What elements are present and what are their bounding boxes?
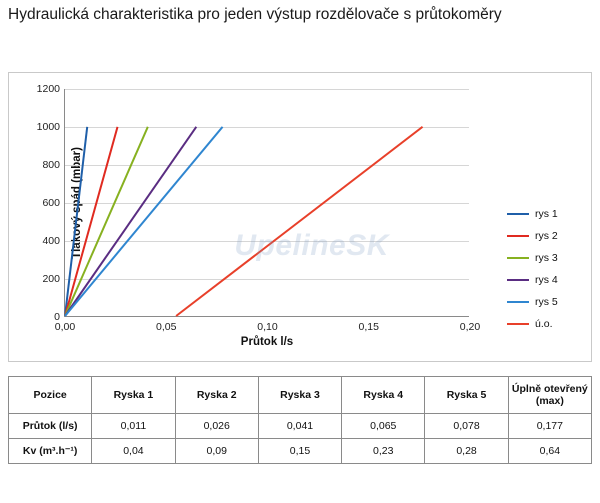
legend-item xyxy=(507,269,585,291)
series-line xyxy=(65,127,223,316)
table-header-row xyxy=(9,377,592,414)
y-tick-label: 600 xyxy=(42,197,60,209)
legend-label: rys 3 xyxy=(535,252,558,264)
legend-swatch xyxy=(507,279,529,281)
x-tick-label: 0,15 xyxy=(358,321,379,333)
watermark: UpelineSK xyxy=(234,228,389,262)
table-header-cell: Úplně otevřený (max) xyxy=(508,377,591,414)
legend-label: rys 5 xyxy=(535,296,558,308)
table-row xyxy=(9,414,592,439)
table-row xyxy=(9,439,592,464)
plot-area xyxy=(36,83,481,348)
table-cell: 0,09 xyxy=(175,439,258,464)
table-cell: 0,177 xyxy=(508,414,591,439)
x-tick-label: 0,10 xyxy=(257,321,278,333)
y-tick-label: 800 xyxy=(42,159,60,171)
legend-swatch xyxy=(507,257,529,259)
legend-item xyxy=(507,247,585,269)
legend-item xyxy=(507,291,585,313)
data-table xyxy=(8,376,592,464)
page-title: Hydraulická charakteristika pro jeden výstup rozdělovače s průtokoměry xyxy=(8,6,502,23)
series-line xyxy=(65,127,148,316)
table-row-label: Kv (m³.h⁻¹) xyxy=(9,439,92,464)
table-cell: 0,64 xyxy=(508,439,591,464)
y-tick-label: 200 xyxy=(42,273,60,285)
table-cell: 0,078 xyxy=(425,414,508,439)
table-cell: 0,28 xyxy=(425,439,508,464)
table-cell: 0,026 xyxy=(175,414,258,439)
table-cell: 0,011 xyxy=(92,414,175,439)
y-tick-label: 1200 xyxy=(36,83,60,95)
legend-label: rys 1 xyxy=(535,208,558,220)
series-lines xyxy=(65,89,469,316)
series-line xyxy=(65,127,118,316)
legend-label: rys 2 xyxy=(535,230,558,242)
table-header-cell: Ryska 5 xyxy=(425,377,508,414)
legend-label: rys 4 xyxy=(535,274,558,286)
legend-label: ú.o. xyxy=(535,318,553,330)
legend-item xyxy=(507,203,585,225)
table-header-cell: Pozice xyxy=(9,377,92,414)
legend-swatch xyxy=(507,235,529,237)
x-axis-label: Průtok l/s xyxy=(240,336,294,348)
table-header-cell: Ryska 1 xyxy=(92,377,175,414)
chart-container xyxy=(8,72,592,362)
chart-legend xyxy=(507,203,585,335)
table-cell: 0,065 xyxy=(342,414,425,439)
legend-swatch xyxy=(507,213,529,215)
table-cell: 0,041 xyxy=(258,414,341,439)
legend-item xyxy=(507,225,585,247)
legend-swatch xyxy=(507,323,529,325)
legend-swatch xyxy=(507,301,529,303)
table-cell: 0,15 xyxy=(258,439,341,464)
table-header-cell: Ryska 2 xyxy=(175,377,258,414)
y-axis-label: Tlakový spád (mbar) xyxy=(70,146,83,259)
table-header-cell: Ryska 4 xyxy=(342,377,425,414)
legend-item xyxy=(507,313,585,335)
table-cell: 0,23 xyxy=(342,439,425,464)
x-tick-label: 0,00 xyxy=(54,321,76,333)
y-tick-label: 400 xyxy=(42,235,60,247)
table-cell: 0,04 xyxy=(92,439,175,464)
series-line xyxy=(176,127,422,316)
table-header-cell: Ryska 3 xyxy=(258,377,341,414)
table-row-label: Průtok (l/s) xyxy=(9,414,92,439)
y-tick-label: 0 xyxy=(54,311,60,323)
x-tick-label: 0,20 xyxy=(459,321,481,333)
y-tick-label: 1000 xyxy=(36,121,60,133)
x-tick-label: 0,05 xyxy=(156,321,177,333)
